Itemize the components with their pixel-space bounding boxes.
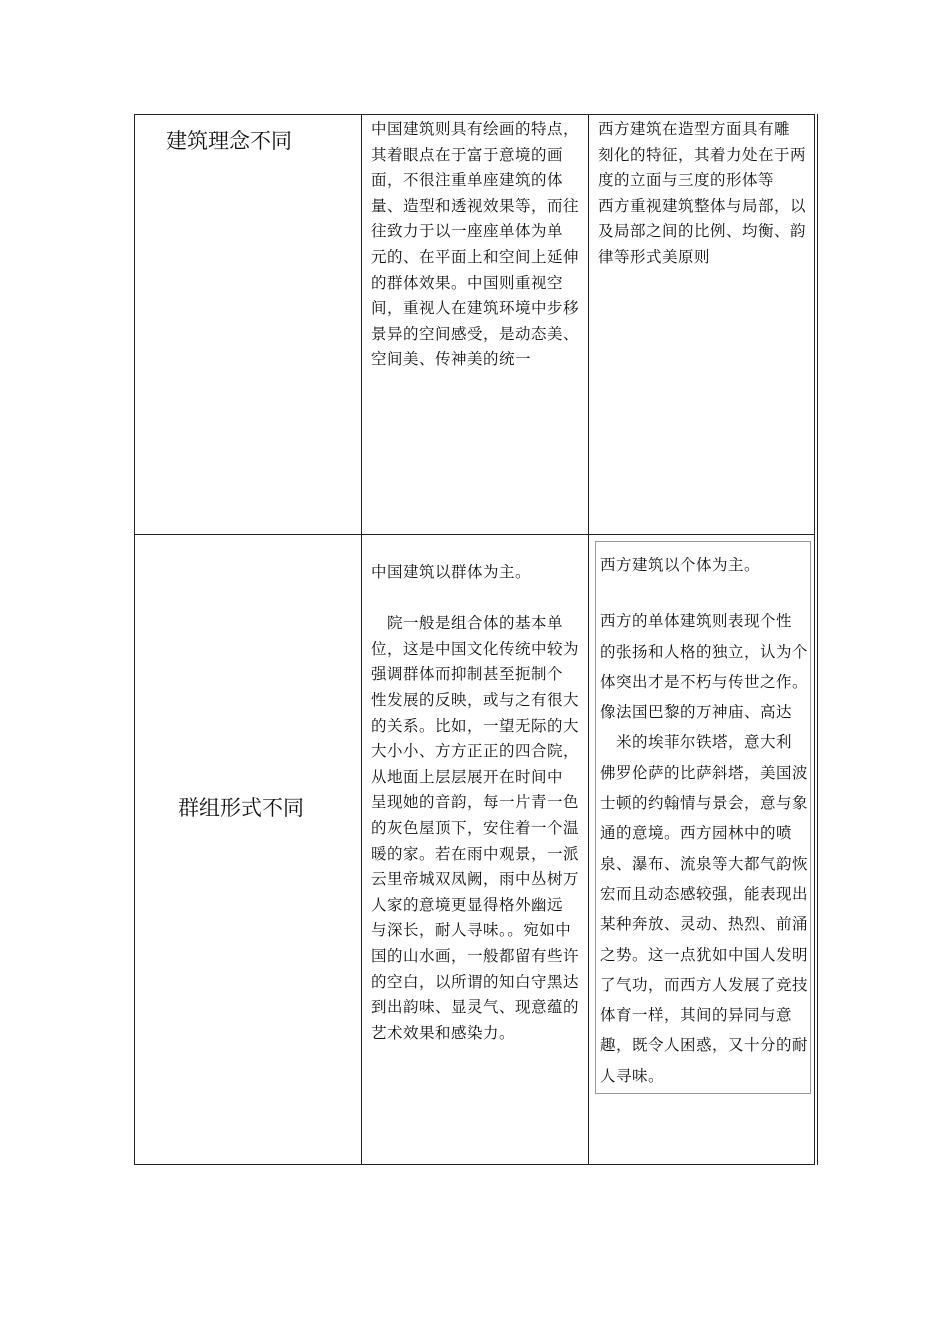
china-cell [371,560,585,1046]
text-line: 通的意境。西方园林中的喷 [600,824,793,843]
text-line: 体突出才是不朽与传世之作。 [600,672,809,691]
text-line: 体育一样，其间的异同与意 [600,1006,793,1025]
text-line: 宏而且动态感较强，能表现出 [600,884,809,903]
text-line: 空间美、传神美的统一 [371,350,532,369]
text-line: 国的山水画，一般都留有些许 [371,946,580,965]
text-line: 西方建筑以个体为主。 [600,556,761,574]
text-line: 性发展的反映，或与之有很大 [371,690,580,709]
text-line: 佛罗伦萨的比萨斜塔，美国波 [600,763,809,782]
text-line: 米的埃菲尔铁塔，意大利 [616,733,793,752]
west-text-box [595,541,811,1094]
text-line: 的空白，以所谓的知白守黑达 [371,972,580,991]
text-line: 刻化的特征，其着力处在于两 [598,145,807,164]
text-line: 中国建筑则具有绘画的特点， [371,120,580,138]
text-line: 的灰色屋顶下，安住着一个温 [371,818,580,837]
column-divider [588,115,589,1164]
text-line: 之势。这一点犹如中国人发明 [600,945,809,964]
text-line: 间，重视人在建筑环境中步移 [371,299,580,318]
text-line: 大小小、方方正正的四合院， [371,742,580,761]
text-line: 云里帝城双凤阙，雨中丛树万 [371,870,580,889]
text-line: 律等形式美原则 [598,247,711,266]
text-line: 面，不很注重单座建筑的体 [371,171,564,190]
text-line: 到出韵味、显灵气、现意蕴的 [371,998,580,1017]
text-line: 与深长，耐人寻味。。宛如中 [371,921,572,940]
text-line: 西方建筑在造型方面具有雕 [598,120,791,138]
text-line: 趣，既令人困惑，又十分的耐 [600,1036,809,1055]
west-cell [598,117,812,271]
text-line: 院一般是组合体的基本单 [387,614,564,633]
text-line: 西方的单体建筑则表现个性 [600,612,793,631]
text-line: 的张扬和人格的独立，认为个 [600,642,809,661]
text-line: 的关系。比如，一望无际的大 [371,716,580,735]
text-line: 度的立面与三度的形体等 [598,171,775,190]
text-line: 强调群体而抑制甚至扼制个 [371,665,564,684]
text-line: 及局部之间的比例、均衡、韵 [598,222,807,241]
text-line: 艺术效果和感染力。 [371,1023,516,1042]
row-label: 建筑理念不同 [166,129,292,153]
text-line: 其着眼点在于富于意境的画 [371,145,564,164]
text-line: 的群体效果。中国则重视空 [371,273,564,292]
column-divider [361,115,362,1164]
row-label: 群组形式不同 [178,796,304,820]
text-line: 像法国巴黎的万神庙、高达 [600,703,793,722]
text-line: 人寻味。 [600,1066,665,1085]
china-cell [371,117,585,373]
text-line: 位，这是中国文化传统中较为 [371,639,580,658]
text-line: 中国建筑以群体为主。 [371,563,532,581]
text-line: 士顿的约翰情与景会，意与象 [600,794,809,813]
text-line: 了气功，而西方人发展了竞技 [600,975,809,994]
text-line: 元的、在平面上和空间上延伸 [371,247,580,266]
text-line: 从地面上层层展开在时间中 [371,767,564,786]
text-line: 景异的空间感受，是动态美、 [371,324,580,343]
text-line: 暖的家。若在雨中观景，一派 [371,844,580,863]
text-line: 某种奔放、灵动、热烈、前涌 [600,915,809,934]
text-line: 往致力于以一座座单体为单 [371,222,564,241]
text-line: 西方重视建筑整体与局部，以 [598,196,807,215]
row-divider [135,534,814,535]
text-line: 人家的意境更显得格外幽远 [371,895,564,914]
text-line: 泉、瀑布、流泉等大都气韵恢 [600,854,809,873]
comparison-table [134,114,815,1165]
text-line: 量、造型和透视效果等，而往 [371,196,580,215]
text-line: 呈现她的音韵，每一片青一色 [371,793,580,812]
